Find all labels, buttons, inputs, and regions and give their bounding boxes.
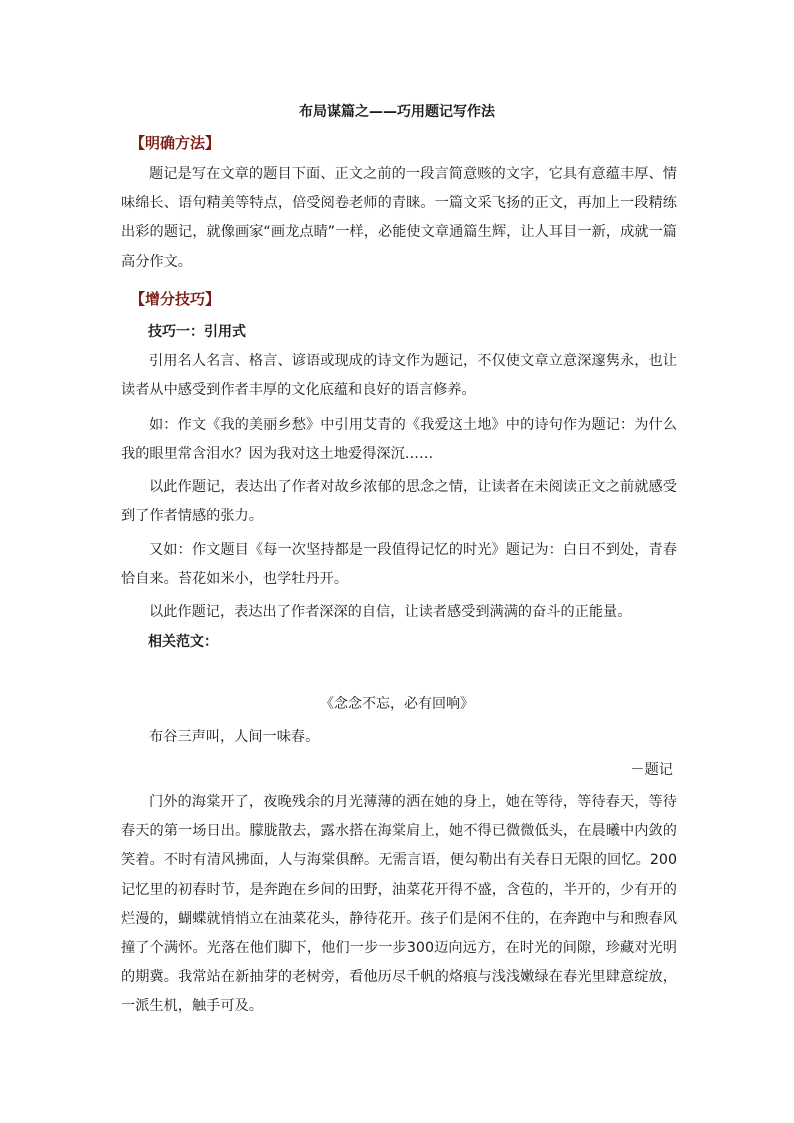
- document-title: 布局谋篇之——巧用题记写作法: [299, 104, 495, 120]
- epigraph-label: －题记: [630, 762, 673, 778]
- essay-body-paragraph: 门外的海棠开了，夜晚残余的月光薄薄的洒在她的身上，她在等待，等待春天，等待春天的第一场日出。朦胧散去，露水搭在海棠肩上，她不得已微微低头，在晨曦中内敛的笑着。不时有清风拂面，人与海棠俱醉。无需言语，便勾勒出有关春日无限的回忆。200记忆里的初春时节，是奔跑在乡间的田野，油菜花开得不盛，含苞的，半开的，少有开的烂漫的，蝴蝶就悄悄立在油菜花头，静待花开。孩子们是闲不住的，在奔跑中与和煦春风撞了个满怀。光落在他们脚下，他们一步一步300迈向远方，在时光的间隙，珍藏对光明的期冀。我常站在新抽芽的老树旁，看他历尽千帆的烙痕与浅浅嫩绿在春光里肆意绽放，一派生机，触手可及。: [121, 794, 677, 1015]
- skill-paragraph-4: 又如：作文题目《每一次坚持都是一段值得记忆的时光》题记为：白日不到处，青春恰自来。苔花如米小，也学牡丹开。: [121, 542, 677, 588]
- skill-paragraph-5: 以此作题记，表达出了作者深深的自信，让读者感受到满满的奋斗的正能量。: [149, 604, 632, 620]
- essay-title: 《念念不忘，必有回响》: [320, 696, 474, 712]
- skill-paragraph-1: 引用名人名言、格言、谚语或现成的诗文作为题记，不仅使文章立意深邃隽永，也让读者从中感受到作者丰厚的文化底蕴和良好的语言修养。: [121, 353, 677, 399]
- skill-heading-quote: 技巧一：引用式: [148, 324, 246, 340]
- section-heading-method: 【明确方法】: [130, 134, 221, 152]
- section-heading-skills: 【增分技巧】: [130, 290, 221, 308]
- method-paragraph: 题记是写在文章的题目下面、正文之前的一段言简意赅的文字，它具有意蕴丰厚、情味绵长、语句精美等特点，倍受阅卷老师的青睐。一篇文采飞扬的正文，再加上一段精练出彩的题记，就像画家“画龙点睛”一样，必能使文章通篇生辉，让人耳目一新，成就一篇高分作文。: [121, 166, 677, 270]
- skill-paragraph-2: 如：作文《我的美丽乡愁》中引用艾青的《我爱这土地》中的诗句作为题记：为什么我的眼里常含泪水？因为我对这土地爱得深沉……: [121, 417, 677, 463]
- skill-paragraph-3: 以此作题记，表达出了作者对故乡浓郁的思念之情，让读者在未阅读正文之前就感受到了作者情感的张力。: [121, 479, 677, 525]
- essay-epigraph: 布谷三声叫，人间一味春。: [149, 729, 320, 745]
- related-essay-heading: 相关范文：: [148, 634, 218, 650]
